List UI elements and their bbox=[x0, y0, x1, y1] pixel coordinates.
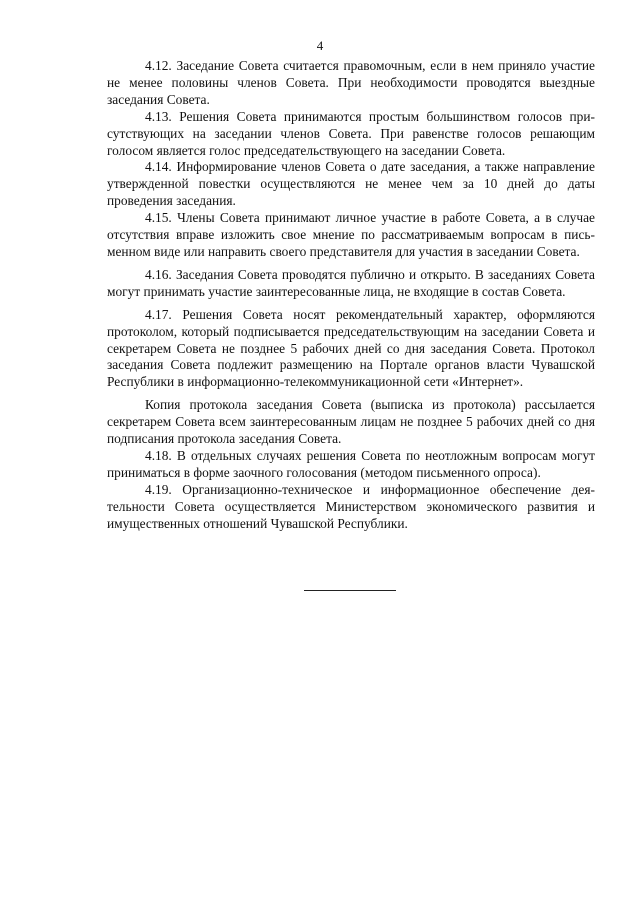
paragraph-4-19: 4.19. Организационно-техническое и информационное обеспечение деятельности Совета осуществляется Министерством экономического развития и имущественных отношений Чувашской Республики. bbox=[107, 481, 595, 531]
paragraph-4-12: 4.12. Заседание Совета считается правомочным, если в нем приняло участие не менее половины членов Совета. При необходимости проводятся выездные заседания Совета. bbox=[107, 58, 595, 107]
document-body bbox=[107, 58, 595, 532]
paragraph-4-13: 4.13. Решения Совета принимаются простым большинством голосов присутствующих на заседании членов Совета. При равенстве голосов решающим голосом является голос председательствующего на заседании Совета. bbox=[107, 108, 595, 158]
page-number: 4 bbox=[316, 38, 324, 53]
paragraph-4-18: 4.18. В отдельных случаях решения Совета по неотложным вопросам могут приниматься в форме заочного голосования (методом письменного опроса). bbox=[107, 447, 595, 480]
paragraph-4-17: 4.17. Решения Совета носят рекомендательный характер, оформляются протоколом, который подписывается председательствующим на заседании Совета и секретарем Совета не позднее 5 рабочих дней со дня заседания Совета. Протокол заседания Совета подлежит размещению на Портале органов власти Чувашской Республики в информационно-телекоммуникационной сети «Интернет». bbox=[107, 306, 595, 390]
end-separator-line bbox=[304, 590, 396, 591]
paragraph-4-16: 4.16. Заседания Совета проводятся публично и открыто. В заседаниях Совета могут принимать участие заинтересованные лица, не входящие в состав Совета. bbox=[107, 266, 595, 299]
paragraph-4-14: 4.14. Информирование членов Совета о дате заседания, а также направление утвержденной повестки осуществляются не менее чем за 10 дней до даты проведения заседания. bbox=[107, 159, 595, 209]
paragraph-protocol-copy: Копия протокола заседания Совета (выписка из протокола) рассылается секретарем Совета всем заинтересованным лицам не позднее 5 рабочих дней со дня подписания протокола заседания Совета. bbox=[107, 397, 595, 447]
paragraph-4-15: 4.15. Члены Совета принимают личное участие в работе Совета, а в случае отсутствия вправе изложить свое мнение по рассматриваемым вопросам в письменном виде или направить своего представителя для участия в заседании Совета. bbox=[107, 210, 595, 259]
